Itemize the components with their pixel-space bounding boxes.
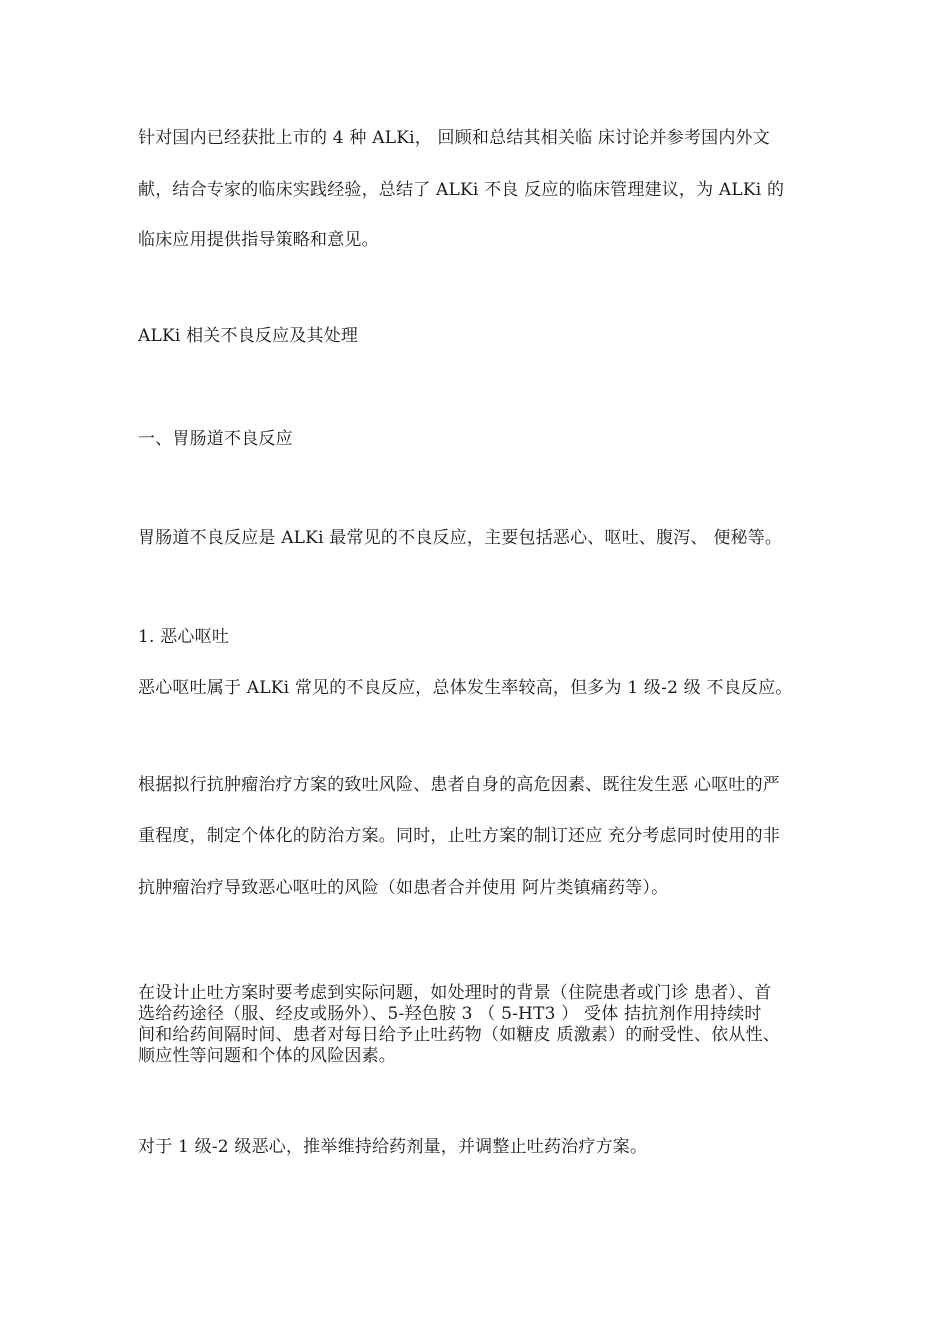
- plan-line-3: 抗肿瘤治疗导致恶心呕吐的风险（如患者合并使用 阿片类镇痛药等）。: [138, 878, 669, 898]
- design-line-2: 选给药途径（服、经皮或肠外）、5-羟色胺 3 （ 5-HT3 ） 受体 拮抗剂作用持续时: [138, 1004, 762, 1024]
- grade-recommendation: 对于 1 级-2 级恶心，推举维持给药剂量，并调整止吐药治疗方案。: [138, 1137, 648, 1157]
- design-line-3: 间和给药间隔时间、患者对每日给予止吐药物（如糖皮 质激素）的耐受性、依从性、: [138, 1025, 781, 1045]
- plan-line-2: 重程度，制定个体化的防治方案。同时，止吐方案的制订还应 充分考虑同时使用的非: [138, 826, 781, 846]
- design-line-1: 在设计止吐方案时要考虑到实际问题，如处理时的背景（住院患者或门诊 患者）、首: [138, 983, 772, 1003]
- intro-line-1: 针对国内已经获批上市的 4 种 ALKi， 回顾和总结其相关临 床讨论并参考国内外文: [138, 128, 770, 148]
- gi-summary: 胃肠道不良反应是 ALKi 最常见的不良反应，主要包括恶心、呕吐、腹泻、 便秘等。: [138, 528, 783, 548]
- plan-line-1: 根据拟行抗肿瘤治疗方案的致吐风险、患者自身的高危因素、既往发生恶 心呕吐的严: [138, 775, 781, 795]
- section-title: ALKi 相关不良反应及其处理: [138, 326, 359, 346]
- subsection-title: 一、胃肠道不良反应: [138, 429, 293, 449]
- intro-line-2: 献，结合专家的临床实践经验，总结了 ALKi 不良 反应的临床管理建议，为 ALKi 的: [138, 180, 785, 200]
- intro-line-3: 临床应用提供指导策略和意见。: [138, 230, 379, 250]
- nausea-summary: 恶心呕吐属于 ALKi 常见的不良反应，总体发生率较高，但多为 1 级-2 级 不良反应。: [138, 678, 793, 698]
- design-line-4: 顺应性等问题和个体的风险因素。: [138, 1046, 396, 1066]
- item-heading: 1. 恶心呕吐: [138, 627, 230, 647]
